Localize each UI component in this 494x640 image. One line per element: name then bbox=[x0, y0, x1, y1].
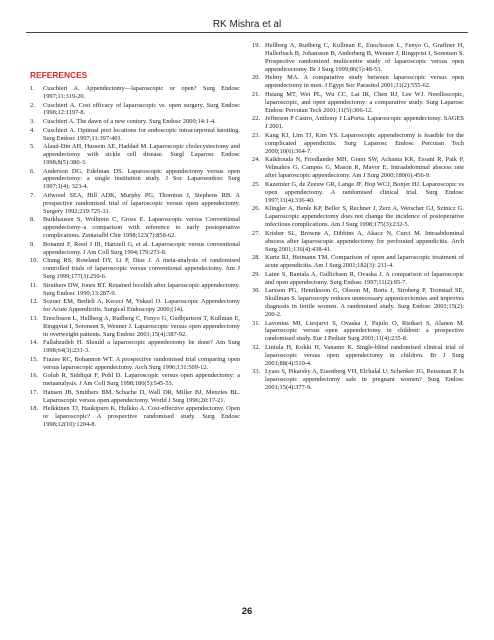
reference-text: Sozuer EM, Bedirli A, Kececi M, Yuksel O. Laparoscopic Appendectomy for Acute Appendicitis. Surgical Endoscopy 2000;(14). bbox=[43, 298, 240, 314]
reference-number: 6. bbox=[30, 167, 35, 175]
reference-text: Jefferson P Castro, Anthony J LaPorta. Laparoscopic appendectomy. SAGES J 2001. bbox=[265, 115, 464, 131]
reference-text: Chung RS, Rowland DY, Li P, Diaz J. A meta-analysis of randomised controlled trials of laparoscopic versus conventional appendectomy. Am J Surg 1999;177(3):250-6. bbox=[43, 257, 240, 281]
reference-number: 24. bbox=[252, 156, 260, 164]
reference-number: 29. bbox=[252, 270, 260, 278]
reference-text: Burkhausen S, Wolbrein C, Gross E. Laparoscopic versus Conventional appendectomy–a comparison with reference to early postoperative complications. Zentaralbl Chir 1998;123(7):858-62. bbox=[43, 216, 240, 240]
reference-number: 10. bbox=[30, 257, 38, 265]
reference-text: Enochsson L, Hellberg A, Rudberg C, Fenyo G, Gudbjartson T, Kullman E, Ringqvist I, Sorensen S, Wenner J. Laparoscopic versus open appendectomy in overweight patients. Surg Endosc 2001;15(4):387-92. bbox=[43, 314, 240, 338]
reference-number: 20. bbox=[252, 74, 260, 82]
reference-text: Hellberg A, Rudberg C, Kullman E, Enochsson L, Fenyo G, Graffner H, Hallerback B, Johansson B, Anderberg B, Wenner J, Ringqvist I, Sorensen S. Prospective randomized multicentre study of laparoscopic versus open appendicectomy. Br J Surg 1999;86(1):48-53. bbox=[265, 42, 464, 73]
reference-number: 8. bbox=[30, 216, 35, 224]
reference-item bbox=[30, 127, 240, 143]
reference-item bbox=[30, 339, 240, 355]
reference-text: Bonanni F, Reed J III, Hartzell G, et al. Laparoscopic versus conventional appendectomy. J Am Coll Surg 1994;179:273-8. bbox=[43, 240, 240, 256]
reference-item bbox=[252, 254, 464, 270]
reference-text: Frazee RC, Bohannon WT. A prospective randomised trial comparing open versus laparoscopic appendectomy. Arch Surg 1996;131:509-12. bbox=[43, 355, 240, 371]
reference-item bbox=[30, 168, 240, 192]
reference-item bbox=[30, 102, 240, 118]
reference-text: Laine S, Rantala A, Gullichsen R, Ovaska J. A comparison of laparoscopic and open appendectomy. Surg Endosc 1997;11(2):95-7. bbox=[265, 270, 464, 286]
reference-item bbox=[252, 287, 464, 319]
reference-text: Kang KJ, Lim TJ, Kim YS. Laparoscopic appendectomy is feasible for the complicated appendicitis. Surg Laparosc Endosc Percutan Tech 2000;10(6):364-7. bbox=[265, 131, 464, 155]
reference-item bbox=[30, 405, 240, 429]
running-head: RK Mishra et al bbox=[212, 19, 282, 30]
header-rule bbox=[26, 32, 468, 33]
reference-item bbox=[252, 156, 464, 180]
reference-number: 18. bbox=[30, 405, 38, 413]
reference-number: 7. bbox=[30, 191, 35, 199]
reference-item bbox=[252, 230, 464, 254]
reference-number: 13. bbox=[30, 314, 38, 322]
reference-number: 5. bbox=[30, 143, 35, 151]
reference-item bbox=[252, 368, 464, 392]
reference-list-right bbox=[252, 42, 464, 392]
reference-item bbox=[252, 320, 464, 344]
reference-number: 19. bbox=[252, 42, 260, 49]
reference-number: 22. bbox=[252, 115, 260, 123]
reference-number: 15. bbox=[30, 355, 38, 363]
reference-text: Heikkinen TJ, Haukipuro K, Hulkko A. Cost-effective appendectomy. Open or laparoscopic? A prospective randomised study. Surg Endosc 1998;12(10):1204-8. bbox=[43, 405, 240, 429]
reference-item bbox=[30, 216, 240, 240]
reference-number: 32. bbox=[252, 343, 260, 351]
reference-text: Kazemier G, de Zeeuw GR, Lange JF, Hop WCJ, Bonjer HJ. Laparoscopic vs open appendectomy. A randomised clinical trial. Surg Endosc 1997;11(4):336-40. bbox=[265, 180, 464, 204]
reference-number: 33. bbox=[252, 368, 260, 376]
reference-text: Cuschieri A. Optimal port locations for endoscopic intracorporeal knotting. Surg Endosc 1997;11:397-401. bbox=[43, 126, 240, 142]
reference-text: Klingler A, Henle KP, Beller S, Rechner J, Zerz A, Wetscher GJ, Szinicz G. Laparoscopic appendectomy does not change the incidence of postoperative infectious complications. Am J Surg 1998;175(3):232-5. bbox=[265, 205, 464, 229]
reference-number: 25. bbox=[252, 180, 260, 188]
reference-text: Cuschieri A. Appendectomy—laparoscopic or open? Surg Endosc 1997;11:319-20. bbox=[43, 85, 240, 100]
reference-text: Anderson DG, Edelman DS. Laparoscopic appendectomy versus open appendectomy: a single institution study. J Soc Laparoendosc Surg 1997;1(4): 323-4. bbox=[43, 167, 240, 191]
reference-text: Cuschieri A. Cost efficacy of laparoscopic vs. open surgery. Surg Endosc 1998;12:1197-8. bbox=[43, 101, 240, 117]
reference-item bbox=[30, 241, 240, 257]
page-number: 26 bbox=[241, 606, 253, 617]
reference-item bbox=[252, 132, 464, 156]
reference-text: Hansen JB, Smithers BM, Schache D, Wall DR, Miller BJ, Menzies BL. Laparoscopic versus open appendectomy. World J Surg 1996;20:17-21. bbox=[43, 388, 240, 404]
reference-number: 17. bbox=[30, 388, 38, 396]
reference-item bbox=[30, 389, 240, 405]
reference-item bbox=[30, 356, 240, 372]
reference-text: Lyass S, Pikarsky A, Eisenberg VH, Elchalal U, Schenker JG, Reissman P. Is laparoscopic appendectomy safe in pregnant women? Surg Endosc 2001;15(4):377-9. bbox=[265, 368, 464, 392]
reference-item bbox=[252, 42, 464, 74]
left-column bbox=[30, 42, 240, 430]
reference-item bbox=[252, 205, 464, 229]
reference-item bbox=[30, 372, 240, 388]
reference-text: Helmy MA. A comparative study between laparoscopic versus open appendectomy in men. J Egypt Soc Parasitol 2001;31(2):555-62. bbox=[265, 74, 464, 90]
references-heading: REFERENCES bbox=[30, 70, 88, 80]
reference-item bbox=[252, 271, 464, 287]
reference-list-left bbox=[30, 85, 240, 429]
reference-number: 27. bbox=[252, 229, 260, 237]
reference-number: 31. bbox=[252, 319, 260, 327]
reference-text: Cuschieri A. The dawn of a new century. Surg Endosc 2000;14:1-4. bbox=[43, 118, 216, 125]
reference-number: 21. bbox=[252, 90, 260, 98]
reference-text: Lintula H, Kokki H, Vanamo K. Single-blind randomised clinical trial of laparoscopic versus open appendectomy in children. Br J Surg 2001;88(4):510-4. bbox=[265, 343, 464, 367]
reference-item bbox=[252, 115, 464, 131]
reference-item bbox=[30, 143, 240, 167]
reference-item bbox=[30, 85, 240, 101]
reference-text: Kurtz RJ, Heimann TM. Comparison of open and laparoscopic treatment of acute appendicitis. Am J Surg 2001;182(3): 211-4. bbox=[265, 254, 464, 270]
reference-item bbox=[252, 91, 464, 115]
right-column bbox=[252, 42, 464, 393]
reference-text: Krisher SL, Browne A, Dibbins A, Akacz N, Curci M. Intraabdominal abscess after laparoscopic appendectomy for perforated appendicitis. Arch Surg 2001;136(4):438-41. bbox=[265, 229, 464, 253]
reference-item bbox=[30, 282, 240, 298]
reference-text: Katkhouda N, Friedlander MH, Grant SW, Achanta KK, Essani R, Paik P, Velmahos G, Campos G, Mason R, Mavor E. Intraabdominal abscess rate after laparoscopic appendectomy. Am J Surg 2000;180(6):456-9. bbox=[265, 156, 464, 180]
reference-text: Golub R, Siddiqui F, Pohl D. Laparoscopic versus open appendectomy: a metaanalysis. J Am Coll Surg 1998;186(5):545-53. bbox=[43, 372, 240, 388]
reference-text: Alaud-Din AH, Hussein AE, Haddad M. Laparoscopic cholecystectomy and appendectomy with sickle cell disease. Surgl Laparosc Endosc 1998;8(5):380-3. bbox=[43, 143, 240, 166]
reference-number: 16. bbox=[30, 372, 38, 380]
reference-number: 28. bbox=[252, 254, 260, 262]
reference-text: Larsson PG, Henriksson G, Olsson M, Boris J, Stroberg P, Tronstad SE, Skullman S. laparoscopy reduces unnecessary appenicectomies and improves diagnosis in fertile women. A randomised study. Surg Endosc 2001;15(2): 200-2. bbox=[265, 287, 464, 318]
reference-item bbox=[252, 181, 464, 205]
reference-number: 2. bbox=[30, 101, 35, 109]
reference-item bbox=[30, 118, 240, 126]
reference-number: 12. bbox=[30, 298, 38, 306]
reference-text: Attwood SEA, Hill ADK, Murphy PG, Thornton J, Stephens RB. A prospective randomised trial of laparoscopic versus open appendectomy. Surgery 1992;219:725-31. bbox=[43, 191, 240, 215]
reference-item bbox=[30, 315, 240, 339]
reference-text: Fallahzadeh H. Should a laparoscopic appendectomy be done? Am Surg 1998;64(3):231-3. bbox=[43, 339, 240, 355]
reference-number: 26. bbox=[252, 205, 260, 213]
reference-text: Lavonius MI, Liesjarvi S, Ovaska J, Pajulo O, Ristkari S, Alanen M. laparoscopic versus open appendectomy in children: a prospective randomised study. Eur J Pediatr Surg 2001;11(4):235-8. bbox=[265, 319, 464, 343]
reference-number: 3. bbox=[30, 118, 35, 125]
reference-text: Hsiang MT, Wei PL, Wu CC, Lai IR, Chen RJ, Lee WJ. Needlescopic, laparoscopic, and open appendectomy: a comparative study. Surg Laparosc Endosc Percutan Tech 2001;11(5):306-12. bbox=[265, 90, 464, 114]
reference-item bbox=[30, 298, 240, 314]
reference-item bbox=[30, 192, 240, 216]
reference-item bbox=[30, 257, 240, 281]
reference-number: 1. bbox=[30, 85, 35, 92]
reference-number: 4. bbox=[30, 126, 35, 134]
reference-item bbox=[252, 344, 464, 368]
reference-number: 11. bbox=[30, 281, 38, 289]
reference-number: 23. bbox=[252, 131, 260, 139]
reference-number: 14. bbox=[30, 339, 38, 347]
reference-number: 9. bbox=[30, 240, 35, 248]
reference-text: Struthers DW, Jones BT. Retained fecolith after laparoscopic appendectomy. Surg Endosc 1999;13:287-9. bbox=[43, 281, 240, 297]
reference-item bbox=[252, 74, 464, 90]
reference-number: 30. bbox=[252, 287, 260, 295]
